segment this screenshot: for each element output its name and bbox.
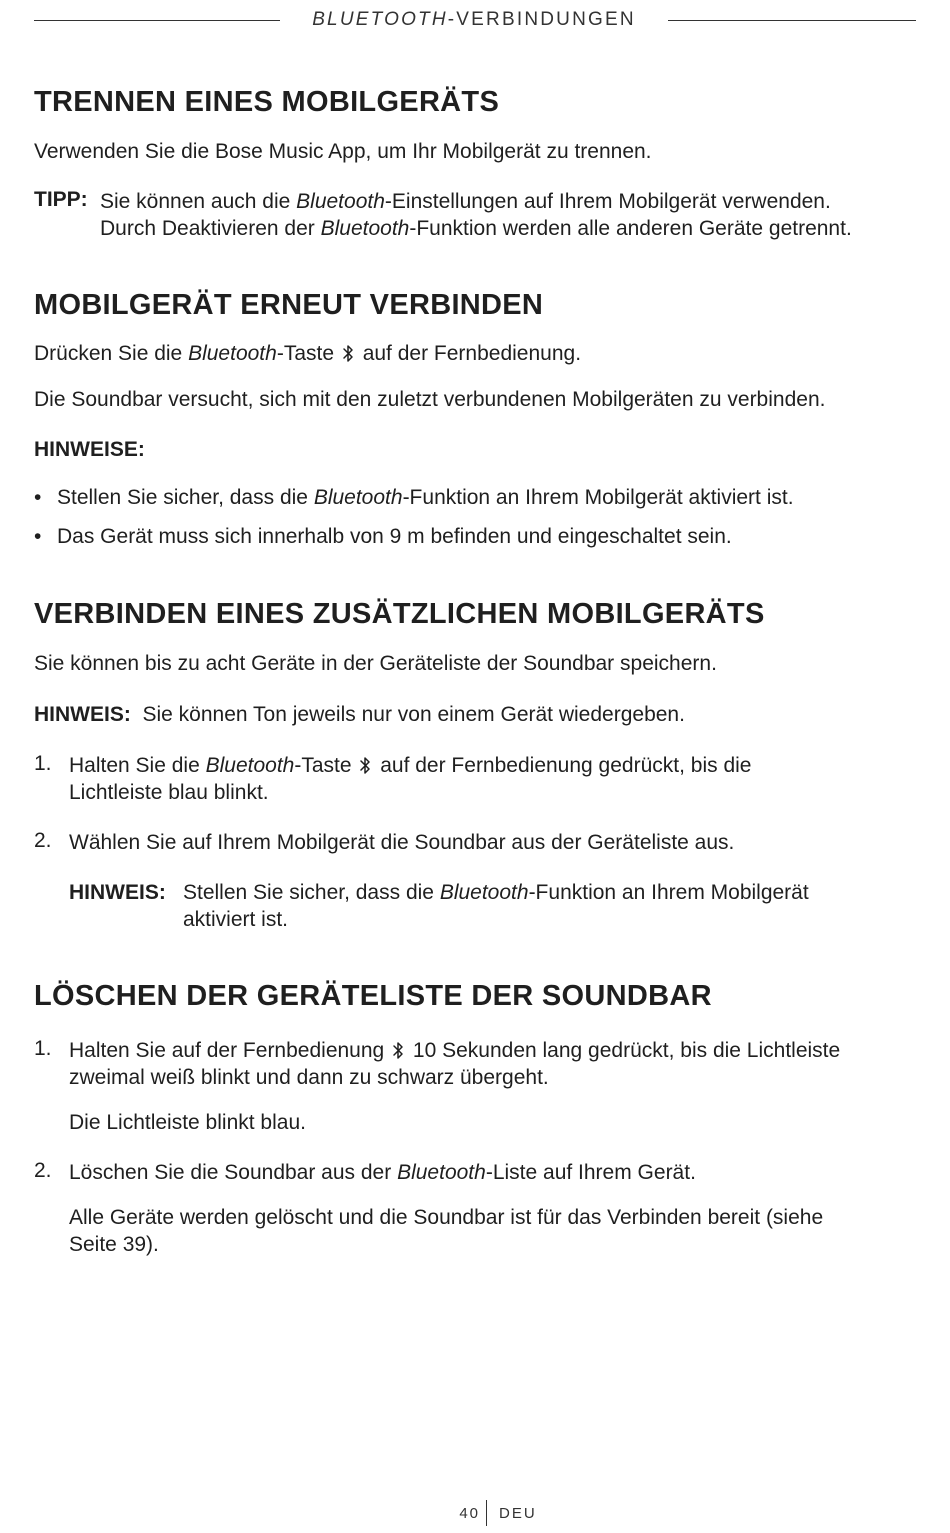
- step-text-line1: Halten Sie auf der Fernbedienung 10 Sekunden lang gedrückt, bis die Lichtleiste: [69, 1039, 841, 1062]
- footer-separator: [486, 1500, 487, 1526]
- paragraph: Drücken Sie die Bluetooth-Taste auf der Fernbedienung.: [34, 342, 582, 365]
- bluetooth-icon: [359, 756, 372, 775]
- tip-text-line2: Durch Deaktivieren der Bluetooth-Funktion werden alle anderen Geräte getrennt.: [100, 217, 852, 240]
- note-label: HINWEIS:: [69, 881, 166, 904]
- bullet-dot: •: [34, 486, 42, 509]
- paragraph: Sie können bis zu acht Geräte in der Geräteliste der Soundbar speichern.: [34, 652, 717, 675]
- step-result-line2: Seite 39).: [69, 1233, 159, 1256]
- step-number: 2.: [34, 1159, 52, 1182]
- step-text-line2: zweimal weiß blinkt und dann zu schwarz übergeht.: [69, 1066, 549, 1089]
- step-text: Wählen Sie auf Ihrem Mobilgerät die Soundbar aus der Geräteliste aus.: [69, 831, 735, 854]
- step-text-line2: Lichtleiste blau blinkt.: [69, 781, 269, 804]
- note: HINWEIS: Sie können Ton jeweils nur von einem Gerät wiedergeben.: [34, 703, 685, 726]
- bluetooth-icon: [342, 344, 355, 363]
- section-heading-disconnect: TRENNEN EINES MOBILGERÄTS: [34, 86, 500, 118]
- header-rule-left: [34, 20, 280, 21]
- page-number: 40: [459, 1505, 480, 1522]
- notes-label: HINWEISE:: [34, 438, 145, 461]
- header-rule-right: [668, 20, 916, 21]
- bullet-dot: •: [34, 525, 42, 548]
- note-text-line1: Stellen Sie sicher, dass die Bluetooth-Funktion an Ihrem Mobilgerät: [183, 881, 809, 904]
- section-heading-reconnect: MOBILGERÄT ERNEUT VERBINDEN: [34, 289, 544, 321]
- page-header: [34, 9, 916, 33]
- tip-text-line1: Sie können auch die Bluetooth-Einstellungen auf Ihrem Mobilgerät verwenden.: [100, 190, 831, 213]
- section-heading-clear-list: LÖSCHEN DER GERÄTELISTE DER SOUNDBAR: [34, 980, 712, 1012]
- page-footer: [34, 1500, 916, 1528]
- step-text-line1: Halten Sie die Bluetooth-Taste auf der Fernbedienung gedrückt, bis die: [69, 754, 752, 777]
- list-item: Das Gerät muss sich innerhalb von 9 m befinden und eingeschaltet sein.: [57, 525, 732, 548]
- step-number: 1.: [34, 752, 52, 775]
- step-result-line1: Alle Geräte werden gelöscht und die Soundbar ist für das Verbinden bereit (siehe: [69, 1206, 824, 1229]
- tip-label: TIPP:: [34, 188, 88, 211]
- step-result: Die Lichtleiste blinkt blau.: [69, 1111, 306, 1134]
- paragraph: Verwenden Sie die Bose Music App, um Ihr Mobilgerät zu trennen.: [34, 140, 652, 163]
- step-number: 2.: [34, 829, 52, 852]
- list-item: Stellen Sie sicher, dass die Bluetooth-Funktion an Ihrem Mobilgerät aktiviert ist.: [57, 486, 794, 509]
- note-text-line2: aktiviert ist.: [183, 908, 289, 931]
- manual-page: [34, 0, 916, 1533]
- section-heading-additional: VERBINDEN EINES ZUSÄTZLICHEN MOBILGERÄTS: [34, 598, 765, 630]
- step-number: 1.: [34, 1037, 52, 1060]
- language-code: DEU: [499, 1505, 537, 1522]
- header-title: BLUETOOTH-VERBINDUNGEN: [312, 9, 636, 30]
- bluetooth-icon: [392, 1041, 405, 1060]
- step-text: Löschen Sie die Soundbar aus der Bluetooth-Liste auf Ihrem Gerät.: [69, 1161, 696, 1184]
- paragraph: Die Soundbar versucht, sich mit den zuletzt verbundenen Mobilgeräten zu verbinden.: [34, 388, 826, 411]
